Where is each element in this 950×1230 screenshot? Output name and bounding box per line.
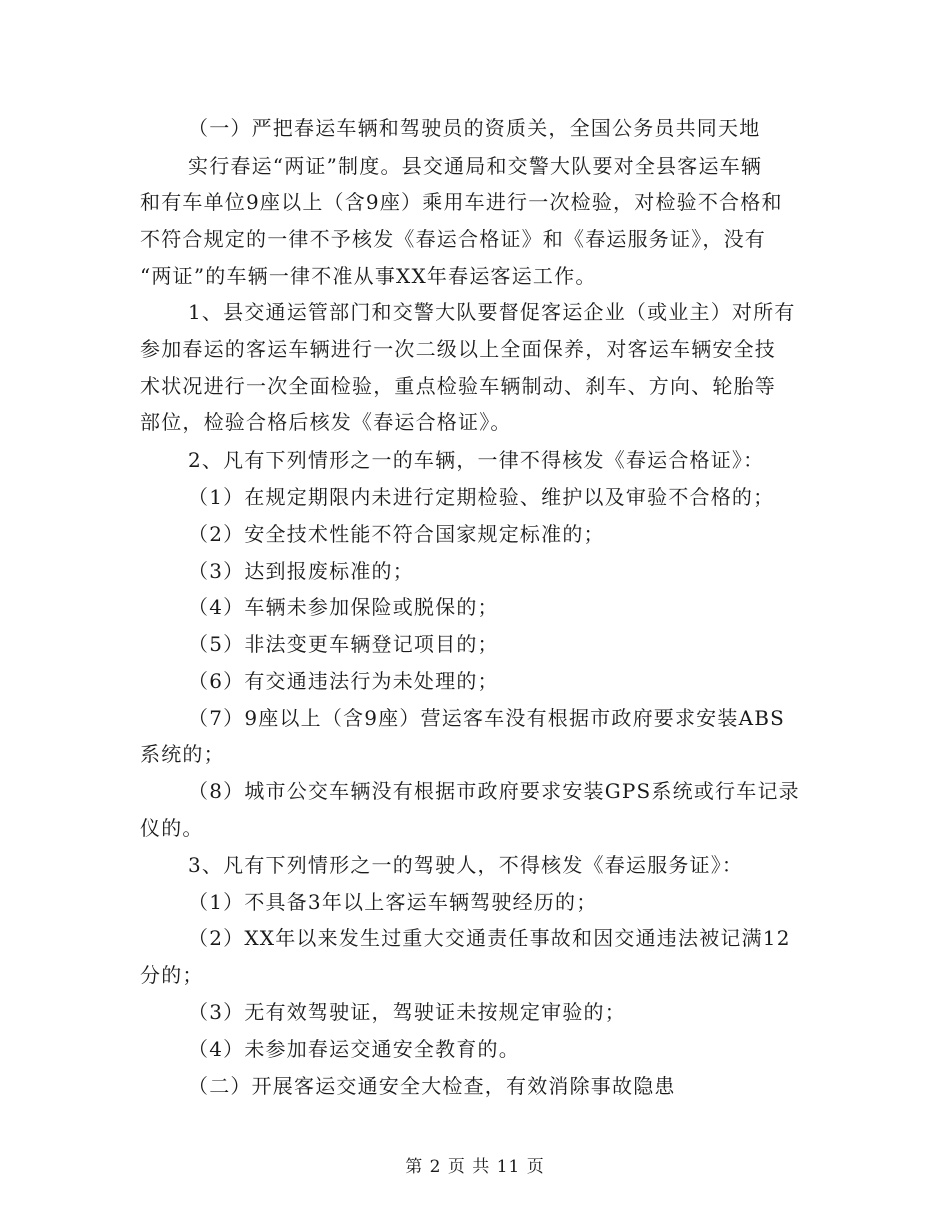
list-item: （3）达到报废标准的； [188,559,414,583]
list-item: （2）XX年以来发生过重大交通责任事故和因交通违法被记满12 [188,926,791,950]
list-item: （4）车辆未参加保险或脱保的； [188,595,499,619]
list-item: （5）非法变更车辆登记项目的； [188,632,499,656]
paragraph-line: 术状况进行一次全面检验，重点检验车辆制动、刹车、方向、轮胎等 [140,374,776,398]
section-heading: （二）开展客运交通安全大检查，有效消除事故隐患 [188,1074,676,1098]
list-item-continuation: 分的； [140,963,204,987]
paragraph-line: 实行春运“两证”制度。县交通局和交警大队要对全县客运车辆 [188,154,763,178]
list-item: （7）9座以上（含9座）营运客车没有根据市政府要求安装ABS [188,706,786,730]
paragraph-line: 2、凡有下列情形之一的车辆，一律不得核发《春运合格证》： [188,448,765,472]
list-item-continuation: 仪的。 [140,816,204,840]
paragraph-line: 部位，检验合格后核发《春运合格证》。 [140,410,512,434]
list-item: （8）城市公交车辆没有根据市政府要求安装GPS系统或行车记录 [188,779,800,803]
paragraph-line: 和有车单位9座以上（含9座）乘用车进行一次检验，对检验不合格和 [140,190,783,214]
paragraph-line: “两证”的车辆一律不准从事XX年春运客运工作。 [140,264,597,288]
list-item-continuation: 系统的； [140,742,225,766]
list-item: （4）未参加春运交通安全教育的。 [188,1037,520,1061]
list-item: （2）安全技术性能不符合国家规定标准的； [188,522,605,546]
list-item: （1）在规定期限内未进行定期检验、维护以及审验不合格的； [188,485,775,509]
page-number-footer: 第 2 页 共 11 页 [405,1157,545,1177]
paragraph-line: 参加春运的客运车辆进行一次二级以上全面保养，对客运车辆安全技 [140,337,776,361]
list-item: （3）无有效驾驶证，驾驶证未按规定审验的； [188,1000,626,1024]
paragraph-line: 不符合规定的一律不予核发《春运合格证》和《春运服务证》，没有 [140,227,766,251]
paragraph-line: 1、县交通运管部门和交警大队要督促客运企业（或业主）对所有 [188,300,796,324]
list-item: （6）有交通违法行为未处理的； [188,669,499,693]
list-item: （1）不具备3年以上客运车辆驾驶经历的； [188,890,598,914]
paragraph-line: （一）严把春运车辆和驾驶员的资质关，全国公务员共同天地 [188,116,761,140]
paragraph-line: 3、凡有下列情形之一的驾驶人，不得核发《春运服务证》： [188,853,744,877]
